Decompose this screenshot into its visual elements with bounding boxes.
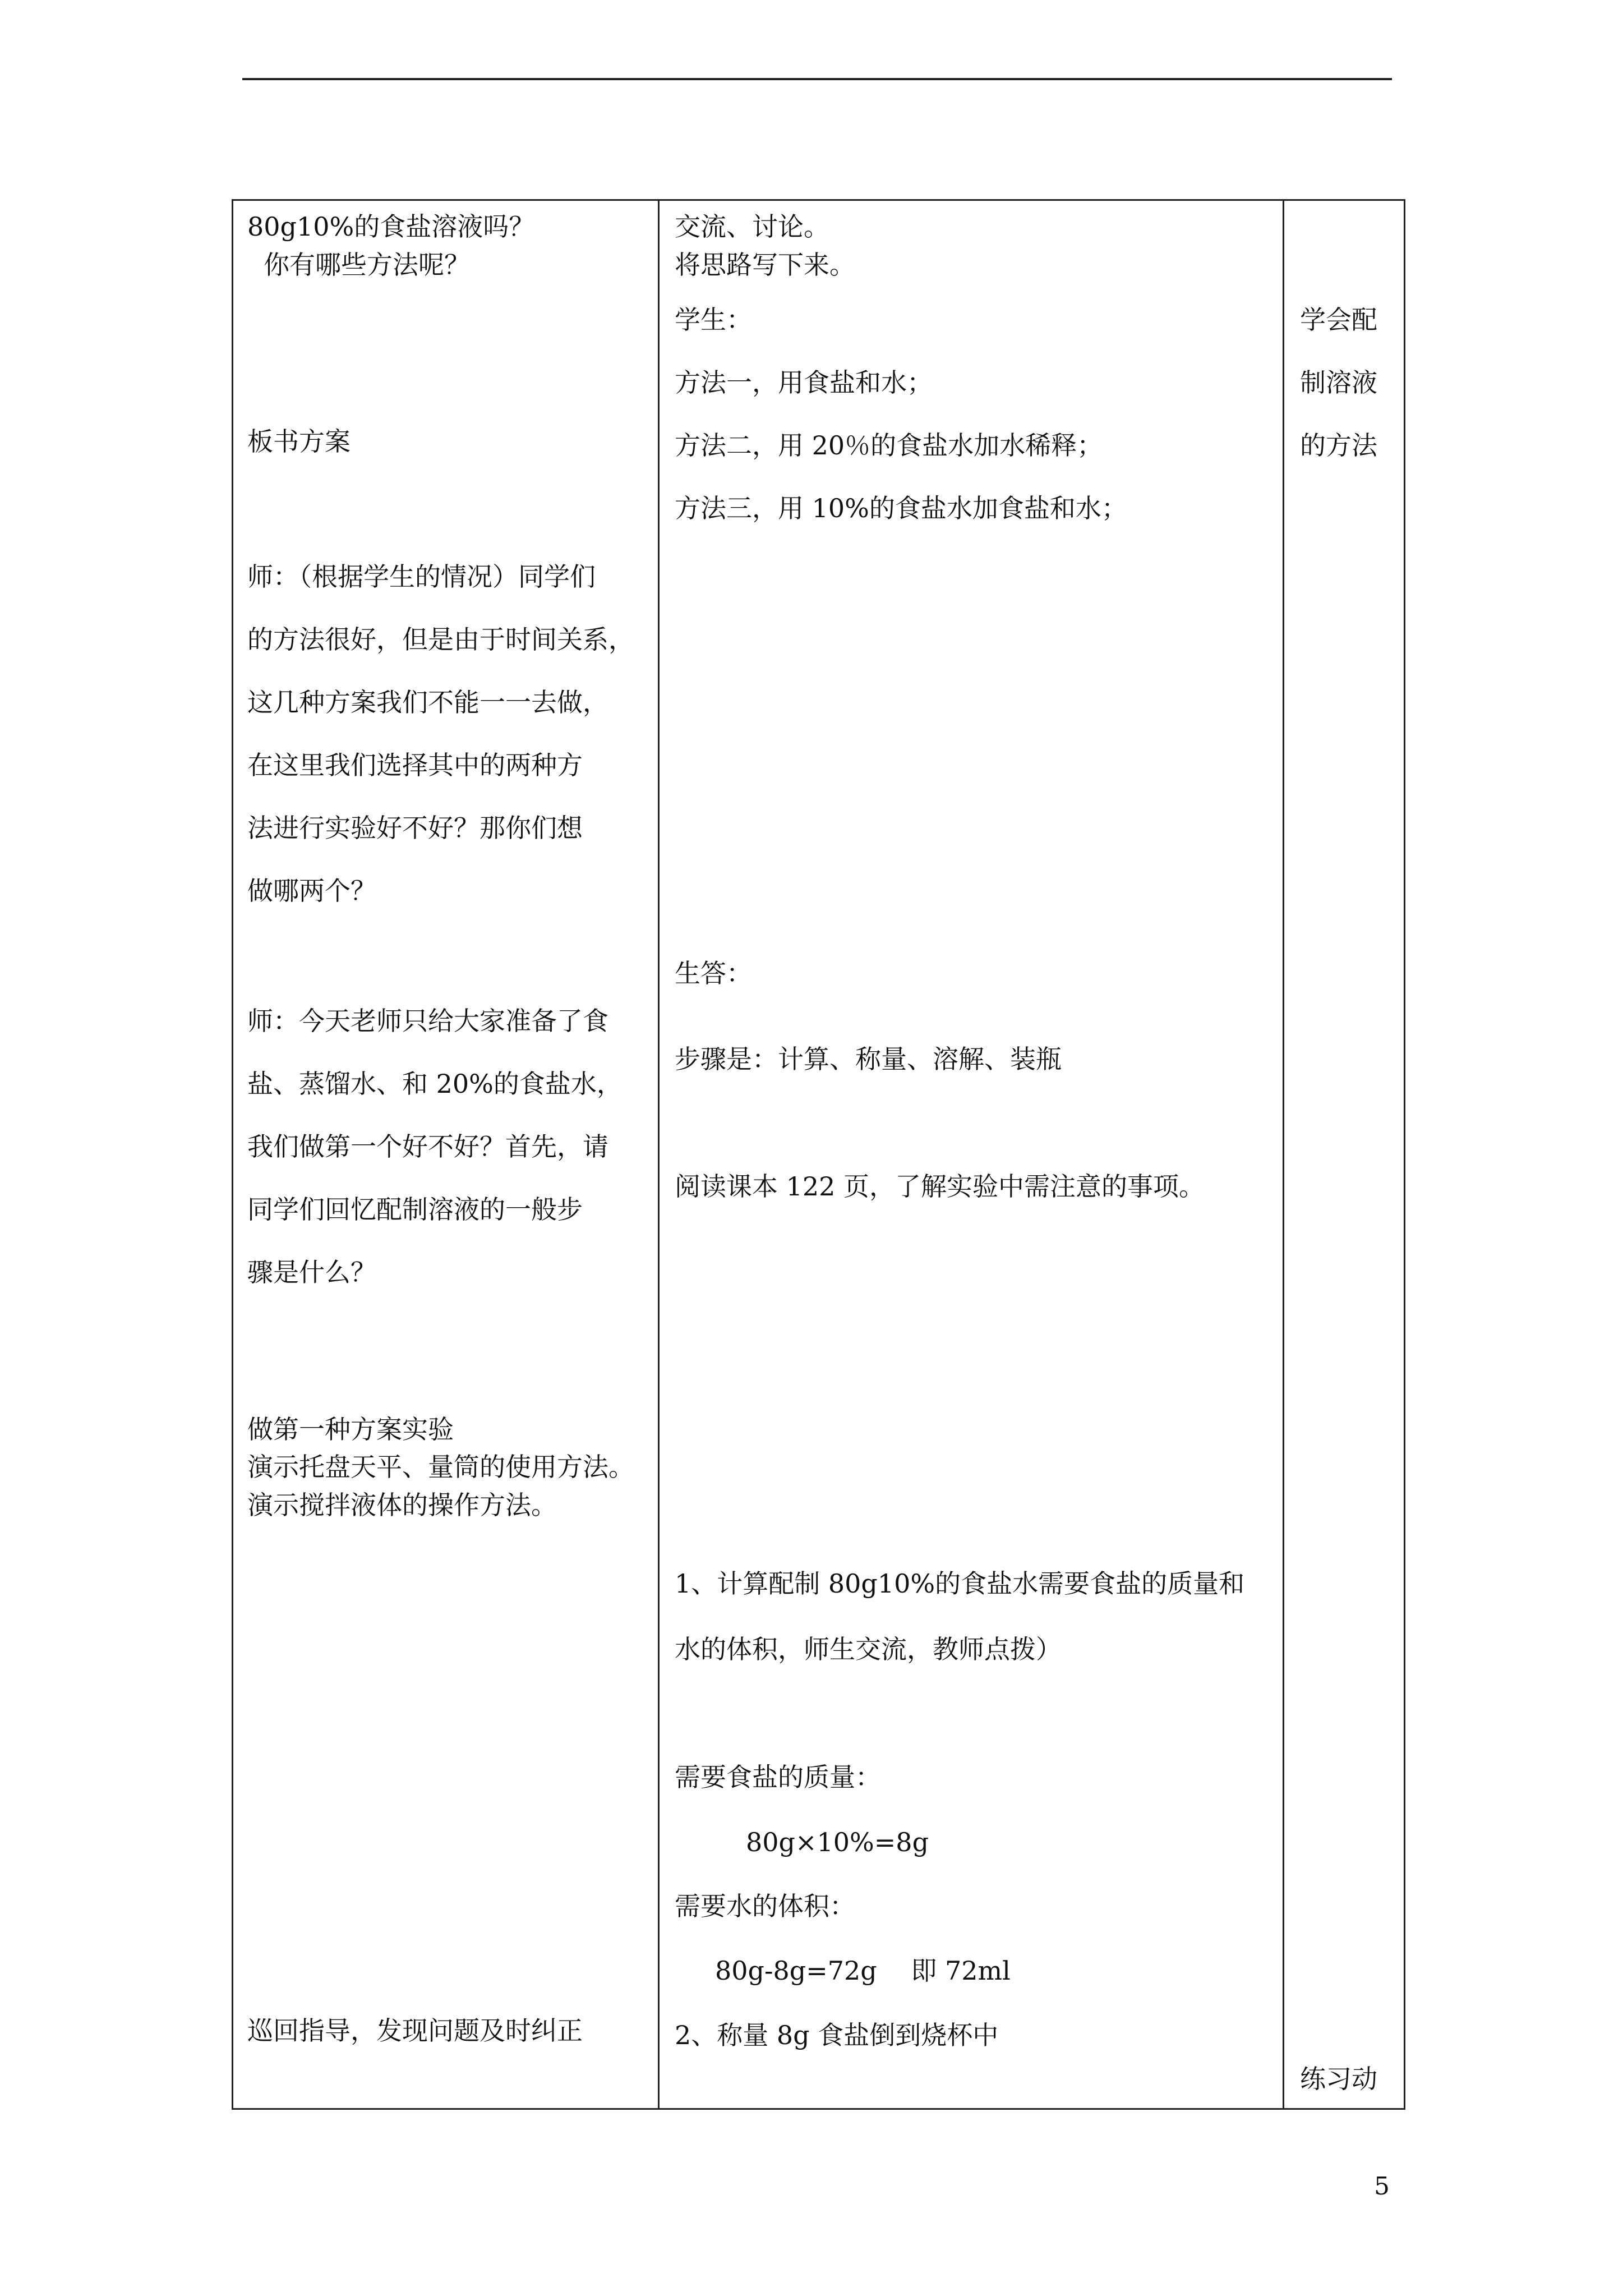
left-line-18: 巡回指导，发现问题及时纠正 xyxy=(247,2016,583,2046)
right-line-3: 的方法 xyxy=(1300,430,1377,461)
right-line-2: 制溶液 xyxy=(1300,367,1377,398)
left-line-14: 骤是什么？ xyxy=(247,1257,376,1287)
middle-line-4: 方法一，用食盐和水； xyxy=(675,367,933,398)
middle-line-11: 水的体积，师生交流，教师点拨） xyxy=(675,1634,1062,1664)
left-line-15: 做第一种方案实验 xyxy=(247,1414,454,1444)
middle-line-2: 将思路写下来。 xyxy=(675,250,855,280)
left-line-10: 师：今天老师只给大家准备了食 xyxy=(247,1006,608,1036)
right-line-1: 学会配 xyxy=(1300,305,1377,335)
middle-line-7: 生答： xyxy=(675,958,752,988)
middle-line-15: 80g-8g=72g 即 72ml xyxy=(715,1955,1011,1986)
middle-line-9: 阅读课本 122 页，了解实验中需注意的事项。 xyxy=(675,1171,1205,1202)
table-column-divider-1 xyxy=(658,199,660,2110)
left-line-1: 80g10%的食盐溶液吗？ xyxy=(247,211,535,242)
left-line-8: 法进行实验好不好？那你们想 xyxy=(247,813,583,843)
left-line-13: 同学们回忆配制溶液的一般步 xyxy=(247,1194,583,1225)
left-line-17: 演示搅拌液体的操作方法。 xyxy=(247,1490,557,1520)
left-line-3: 板书方案 xyxy=(247,426,351,457)
left-line-2: 你有哪些方法呢？ xyxy=(264,250,470,280)
header-rule xyxy=(242,78,1392,80)
left-line-7: 在这里我们选择其中的两种方 xyxy=(247,750,583,780)
left-line-12: 我们做第一个好不好？首先，请 xyxy=(247,1131,608,1162)
middle-line-5: 方法二，用 20％的食盐水加水稀释； xyxy=(675,430,1103,461)
left-line-11: 盐、蒸馏水、和 20%的食盐水， xyxy=(247,1069,623,1099)
middle-line-14: 需要水的体积： xyxy=(675,1891,855,1921)
left-line-9: 做哪两个？ xyxy=(247,876,376,906)
table-column-divider-2 xyxy=(1283,199,1284,2110)
left-line-4: 师：（根据学生的情况）同学们 xyxy=(247,562,596,592)
left-line-5: 的方法很好，但是由于时间关系， xyxy=(247,624,634,655)
left-line-6: 这几种方案我们不能一一去做， xyxy=(247,687,608,717)
middle-line-12: 需要食盐的质量： xyxy=(675,1762,881,1792)
middle-line-3: 学生： xyxy=(675,305,752,335)
middle-line-6: 方法三，用 10%的食盐水加食盐和水； xyxy=(675,493,1127,523)
middle-line-16: 2、称量 8g 食盐倒到烧杯中 xyxy=(675,2020,999,2050)
middle-line-10: 1、计算配制 80g10%的食盐水需要食盐的质量和 xyxy=(675,1568,1245,1599)
middle-line-1: 交流、讨论。 xyxy=(675,211,829,242)
left-line-16: 演示托盘天平、量筒的使用方法。 xyxy=(247,1452,634,1482)
middle-line-8: 步骤是：计算、称量、溶解、装瓶 xyxy=(675,1044,1062,1074)
middle-line-13: 80g×10%=8g xyxy=(746,1827,929,1857)
right-line-4: 练习动 xyxy=(1300,2064,1377,2094)
page-number: 5 xyxy=(1374,2172,1390,2201)
